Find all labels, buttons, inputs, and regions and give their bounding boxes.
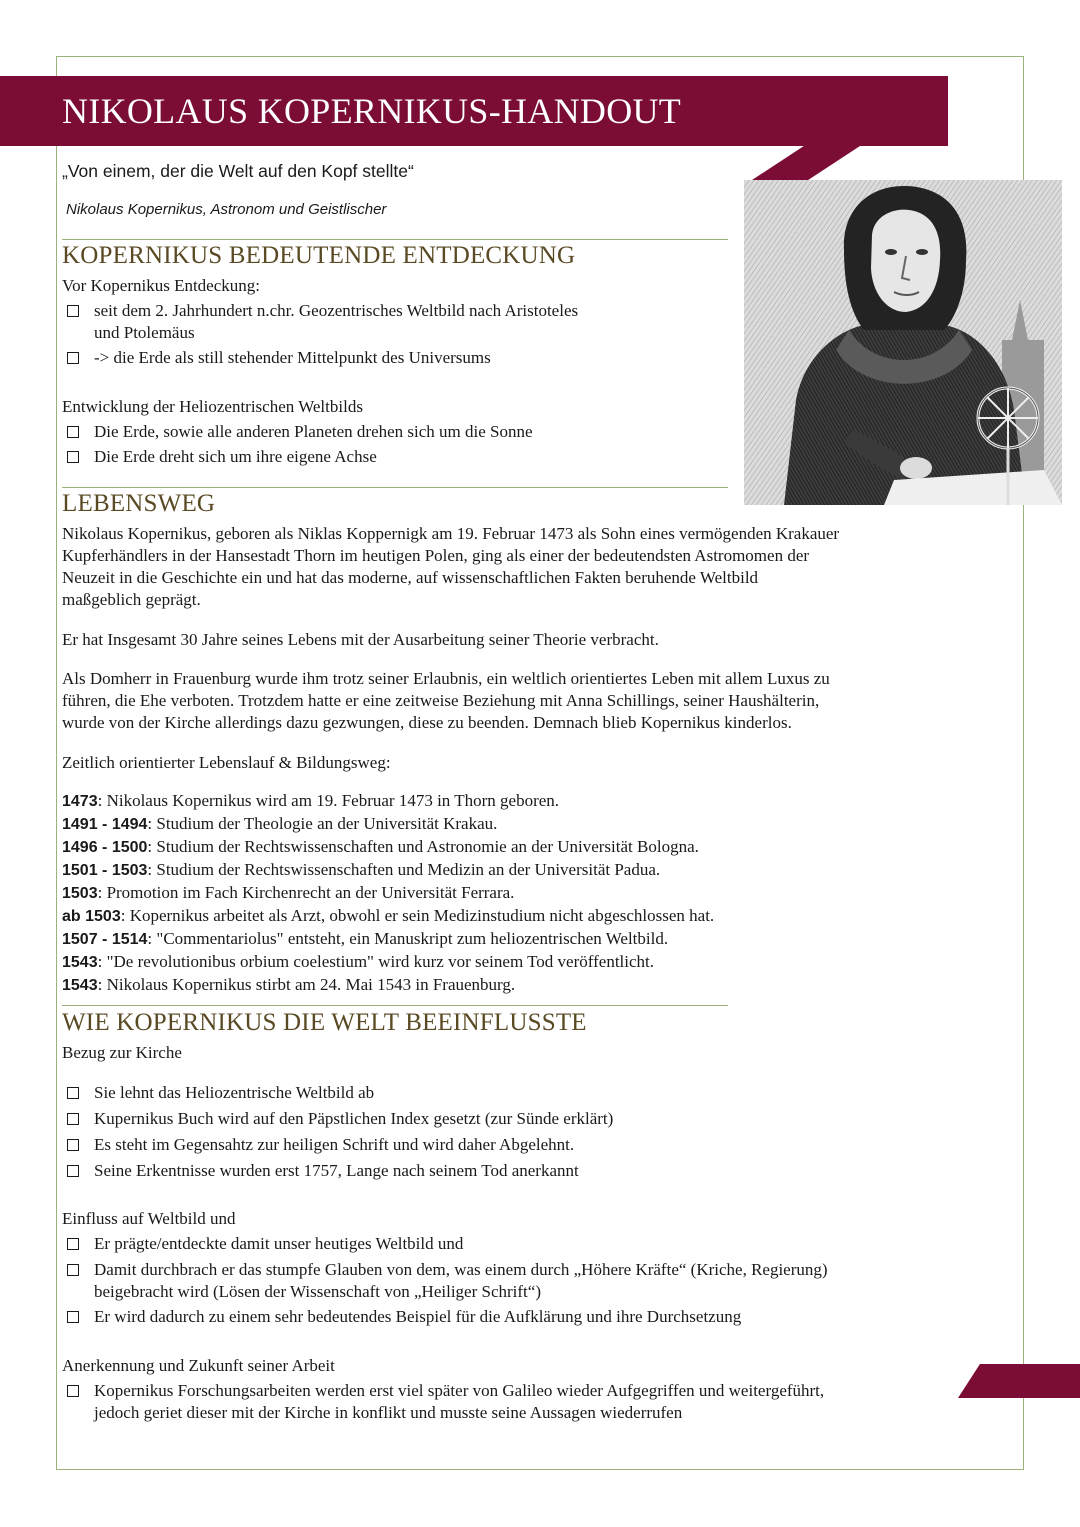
- checkbox-icon: [67, 1113, 79, 1125]
- section-divider: [62, 1005, 728, 1006]
- timeline-entry: 1496 - 1500: Studium der Rechtswissenschaften und Astronomie an der Universität Bologna.: [62, 837, 699, 856]
- checkbox-icon: [67, 352, 79, 364]
- subheading-weltbild: Einfluss auf Weltbild und: [62, 1209, 236, 1228]
- paragraph-theory: Er hat Insgesamt 30 Jahre seines Lebens mit der Ausarbeitung seiner Theorie verbracht.: [62, 630, 659, 649]
- list-item: Es steht im Gegensahtz zur heiligen Schrift und wird daher Abgelehnt.: [62, 1134, 574, 1156]
- timeline-list: [62, 790, 714, 997]
- list-item: Er wird dadurch zu einem sehr bedeutendes Beispiel für die Aufklärung und ihre Durchsetzung: [62, 1306, 741, 1328]
- section-divider: [62, 487, 728, 488]
- subheading-vor-entdeckung: Vor Kopernikus Entdeckung:: [62, 276, 260, 295]
- section-heading-lebensweg: LEBENSWEG: [62, 490, 216, 517]
- timeline-entry: 1501 - 1503: Studium der Rechtswissenschaften und Medizin an der Universität Padua.: [62, 860, 661, 879]
- page-title: NIKOLAUS KOPERNIKUS-HANDOUT: [62, 91, 682, 131]
- timeline-entry: 1491 - 1494: Studium der Theologie an der Universität Krakau.: [62, 814, 498, 833]
- byline: Nikolaus Kopernikus, Astronom und Geistlischer: [66, 201, 387, 218]
- list-item: Er prägte/entdeckte damit unser heutiges Weltbild und: [62, 1233, 463, 1255]
- checkbox-icon: [67, 1139, 79, 1151]
- subheading-heliozentrisch: Entwicklung der Heliozentrischen Weltbilds: [62, 397, 363, 416]
- subheading-anerkennung: Anerkennung und Zukunft seiner Arbeit: [62, 1356, 335, 1375]
- list-item: Kupernikus Buch wird auf den Päpstlichen Index gesetzt (zur Sünde erklärt): [62, 1108, 613, 1130]
- list-item: Kopernikus Forschungsarbeiten werden erst viel später von Galileo wieder Aufgegriffen und weitergeführt, jedoch geriet dieser mit der Kirche in konflikt und musste seine Aussagen wiederrufen: [62, 1380, 824, 1424]
- checkbox-icon: [67, 426, 79, 438]
- section-heading-einfluss: WIE KOPERNIKUS DIE WELT BEEINFLUSSTE: [62, 1009, 587, 1036]
- timeline-entry: 1543: "De revolutionibus orbium coelestium" wird kurz vor seinem Tod veröffentlicht.: [62, 952, 655, 971]
- section-divider: [62, 239, 728, 240]
- checkbox-icon: [67, 1087, 79, 1099]
- checkbox-icon: [67, 1385, 79, 1397]
- list-item: seit dem 2. Jahrhundert n.chr. Geozentrisches Weltbild nach Aristoteles und Ptolemäus: [62, 300, 578, 344]
- checkbox-icon: [67, 1238, 79, 1250]
- checkbox-icon: [67, 1264, 79, 1276]
- timeline-entry: ab 1503: Kopernikus arbeitet als Arzt, obwohl er sein Medizinstudium nicht abgeschlossen hat.: [62, 906, 715, 925]
- list-item: Die Erde dreht sich um ihre eigene Achse: [62, 446, 377, 468]
- checkbox-icon: [67, 1165, 79, 1177]
- timeline-entry: 1473: Nikolaus Kopernikus wird am 19. Februar 1473 in Thorn geboren.: [62, 791, 560, 810]
- paragraph-frauenburg: Als Domherr in Frauenburg wurde ihm trotz seiner Erlaubnis, ein weltlich orientiertes Leben mit allem Luxus zu führen, die Ehe verboten. Trotzdem hatte er eine zeitweise Beziehung mit Anna Schillings, seiner Haushälterin, wurde von der Kirche allerdings dazu gezwungen, diese zu beenden. Demnach blieb Kopernikus kinderlos.: [62, 669, 830, 732]
- checkbox-icon: [67, 451, 79, 463]
- portrait-image: [744, 180, 1062, 505]
- portrait-illustration: [744, 180, 1062, 505]
- section-heading-entdeckung: KOPERNIKUS BEDEUTENDE ENTDECKUNG: [62, 242, 576, 269]
- list-item: Damit durchbrach er das stumpfe Glauben von dem, was einem durch „Höhere Kräfte“ (Kriche, Regierung) beigebracht wird (Lösen der Wissenschaft von „Heiliger Schrift“): [62, 1259, 828, 1303]
- quote: „Von einem, der die Welt auf den Kopf stellte“: [62, 161, 414, 181]
- checkbox-icon: [67, 305, 79, 317]
- list-item: Sie lehnt das Heliozentrische Weltbild ab: [62, 1082, 374, 1104]
- timeline-entry: 1503: Promotion im Fach Kirchenrecht an der Universität Ferrara.: [62, 883, 515, 902]
- subheading-kirche: Bezug zur Kirche: [62, 1043, 182, 1062]
- list-item: Seine Erkentnisse wurden erst 1757, Lange nach seinem Tod anerkannt: [62, 1160, 579, 1182]
- timeline-entry: 1507 - 1514: "Commentariolus" entsteht, ein Manuskript zum heliozentrischen Weltbild.: [62, 929, 669, 948]
- list-item: Die Erde, sowie alle anderen Planeten drehen sich um die Sonne: [62, 421, 533, 443]
- checkbox-icon: [67, 1311, 79, 1323]
- list-item: -> die Erde als still stehender Mittelpunkt des Universums: [62, 347, 491, 369]
- timeline-entry: 1543: Nikolaus Kopernikus stirbt am 24. Mai 1543 in Frauenburg.: [62, 975, 516, 994]
- timeline-heading: Zeitlich orientierter Lebenslauf & Bildungsweg:: [62, 753, 391, 772]
- paragraph-biography: Nikolaus Kopernikus, geboren als Niklas Koppernigk am 19. Februar 1473 als Sohn eines vermögenden Krakauer Kupferhändlers in der Hansestadt Thorn im heutigen Polen, ging als einer der bedeutendsten Astromomen der Neuzeit in die Geschichte ein und hat das moderne, auf wissenschaftlichen Fakten beruhende Weltbild maßgeblich geprägt.: [62, 524, 840, 609]
